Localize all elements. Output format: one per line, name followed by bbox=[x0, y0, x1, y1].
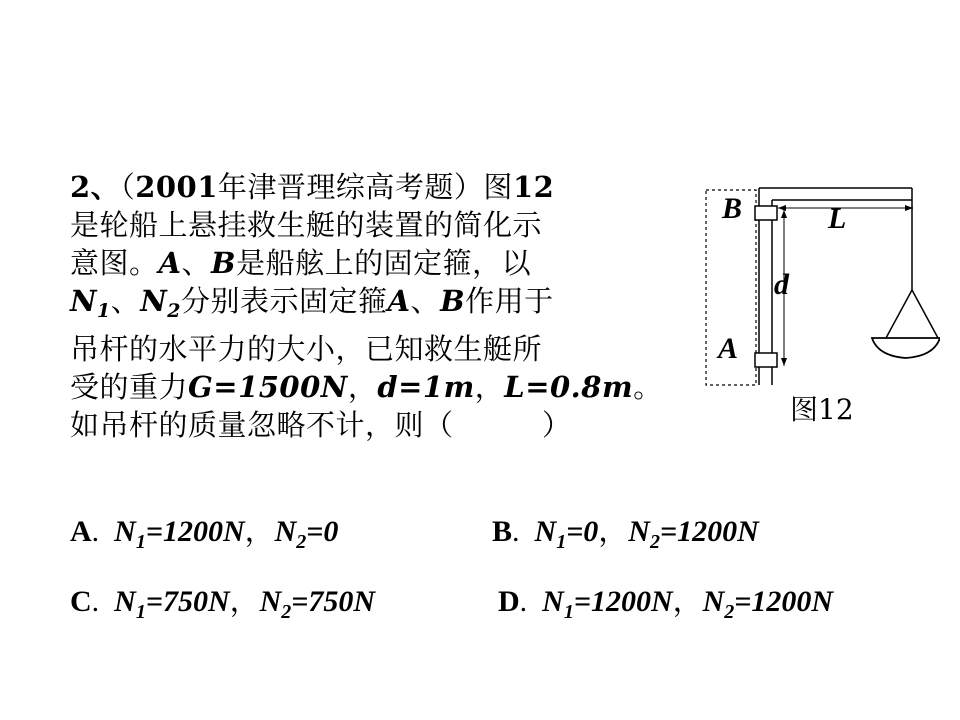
given-g: G=1500N bbox=[188, 370, 348, 404]
option-n2-value: =0 bbox=[306, 515, 339, 548]
n-sub-2: 2 bbox=[724, 601, 735, 623]
d-arrow-top bbox=[781, 210, 787, 218]
separator: 、 bbox=[110, 284, 141, 318]
question-line-4 bbox=[70, 282, 670, 330]
option-comma: ， bbox=[229, 585, 260, 618]
var-n2-sub: 2 bbox=[167, 300, 182, 322]
var-n1: N bbox=[70, 284, 98, 318]
question-line-7: 如吊杆的质量忽略不计，则（ ） bbox=[70, 408, 572, 442]
label-b: B bbox=[722, 192, 743, 225]
option-comma: ， bbox=[672, 585, 703, 618]
d-arrow-bottom bbox=[781, 358, 787, 366]
label-d: d bbox=[774, 268, 789, 301]
question-text bbox=[70, 168, 670, 444]
given-d: d=1m bbox=[377, 370, 475, 404]
n-symbol: N bbox=[542, 585, 564, 618]
option-n2-value: =750N bbox=[291, 585, 376, 618]
option-comma: ， bbox=[244, 515, 275, 548]
question-line-5: 吊杆的水平力的大小，已知救生艇所 bbox=[70, 332, 543, 366]
option-letter: B bbox=[492, 515, 513, 548]
separator: ， bbox=[474, 370, 505, 404]
var-a: A bbox=[387, 284, 411, 318]
option-n2-value: =1200N bbox=[659, 515, 759, 548]
question-line-3 bbox=[70, 244, 670, 282]
text-segment: 受的重力 bbox=[70, 370, 189, 404]
text-segment: 是船舷上的固定箍，以 bbox=[236, 246, 532, 280]
question-line-2: 是轮船上悬挂救生艇的装置的简化示 bbox=[70, 208, 543, 242]
collar-a bbox=[755, 353, 777, 367]
text-segment: 意图。 bbox=[70, 246, 159, 280]
options-row-2 bbox=[70, 576, 950, 646]
option-c[interactable] bbox=[70, 576, 375, 624]
question-number: 2、 bbox=[70, 170, 121, 204]
n-sub-2: 2 bbox=[649, 531, 660, 553]
n-symbol: N bbox=[628, 515, 650, 548]
n-symbol: N bbox=[114, 515, 136, 548]
n-sub-2: 2 bbox=[296, 531, 307, 553]
n-symbol: N bbox=[274, 515, 297, 548]
n-sub-1: 1 bbox=[135, 531, 146, 553]
sling-left bbox=[886, 290, 912, 338]
option-n1-value: =750N bbox=[145, 585, 230, 618]
source-text: 年津晋理综高考题）图 bbox=[217, 170, 513, 204]
label-l: L bbox=[828, 202, 847, 235]
option-dot: . bbox=[512, 515, 520, 548]
separator: 、 bbox=[410, 284, 441, 318]
option-a[interactable] bbox=[70, 506, 338, 554]
options-row-1 bbox=[70, 506, 950, 576]
option-letter: C bbox=[70, 585, 92, 618]
option-b[interactable] bbox=[492, 506, 759, 554]
option-dot: . bbox=[91, 585, 100, 618]
source-year: 2001 bbox=[135, 170, 218, 204]
figure-caption: 图12 bbox=[790, 393, 854, 426]
n-sub-2: 2 bbox=[281, 601, 292, 623]
n-symbol: N bbox=[259, 585, 282, 618]
question-line-6 bbox=[70, 368, 670, 406]
collar-b bbox=[755, 206, 777, 220]
var-b: B bbox=[211, 246, 237, 280]
sling-right bbox=[912, 290, 938, 338]
question-line-1 bbox=[70, 168, 670, 206]
option-dot: . bbox=[91, 515, 100, 548]
var-b: B bbox=[440, 284, 466, 318]
option-letter: D bbox=[498, 585, 520, 618]
option-dot: . bbox=[519, 585, 528, 618]
n-symbol: N bbox=[534, 515, 557, 548]
separator: 、 bbox=[181, 246, 212, 280]
l-arrow-left bbox=[778, 205, 786, 211]
text-segment: 作用于 bbox=[465, 284, 554, 318]
var-n2: N bbox=[140, 284, 168, 318]
text-segment: 分别表示固定箍 bbox=[181, 284, 388, 318]
option-n1-value: =1200N bbox=[573, 585, 673, 618]
option-n1-value: =0 bbox=[566, 515, 599, 548]
lifeboat-hull bbox=[872, 338, 940, 358]
given-l: L=0.8m bbox=[504, 370, 634, 404]
n-symbol: N bbox=[114, 585, 136, 618]
option-n2-value: =1200N bbox=[734, 585, 834, 618]
answer-options bbox=[70, 506, 950, 646]
source-open-paren: （ bbox=[120, 170, 136, 204]
figure-number-ref: 12 bbox=[512, 170, 555, 204]
var-a: A bbox=[158, 246, 182, 280]
n-symbol: N bbox=[702, 585, 725, 618]
n-sub-1: 1 bbox=[135, 601, 146, 623]
option-comma: ， bbox=[598, 515, 629, 548]
separator: ， bbox=[347, 370, 378, 404]
option-letter: A bbox=[70, 515, 92, 548]
option-d[interactable] bbox=[498, 576, 833, 624]
n-sub-1: 1 bbox=[556, 531, 567, 553]
separator: 。 bbox=[633, 370, 663, 404]
n-sub-1: 1 bbox=[563, 601, 574, 623]
davit-diagram bbox=[700, 180, 940, 440]
var-n1-sub: 1 bbox=[97, 300, 111, 322]
label-a: A bbox=[718, 332, 739, 365]
option-n1-value: =1200N bbox=[145, 515, 245, 548]
